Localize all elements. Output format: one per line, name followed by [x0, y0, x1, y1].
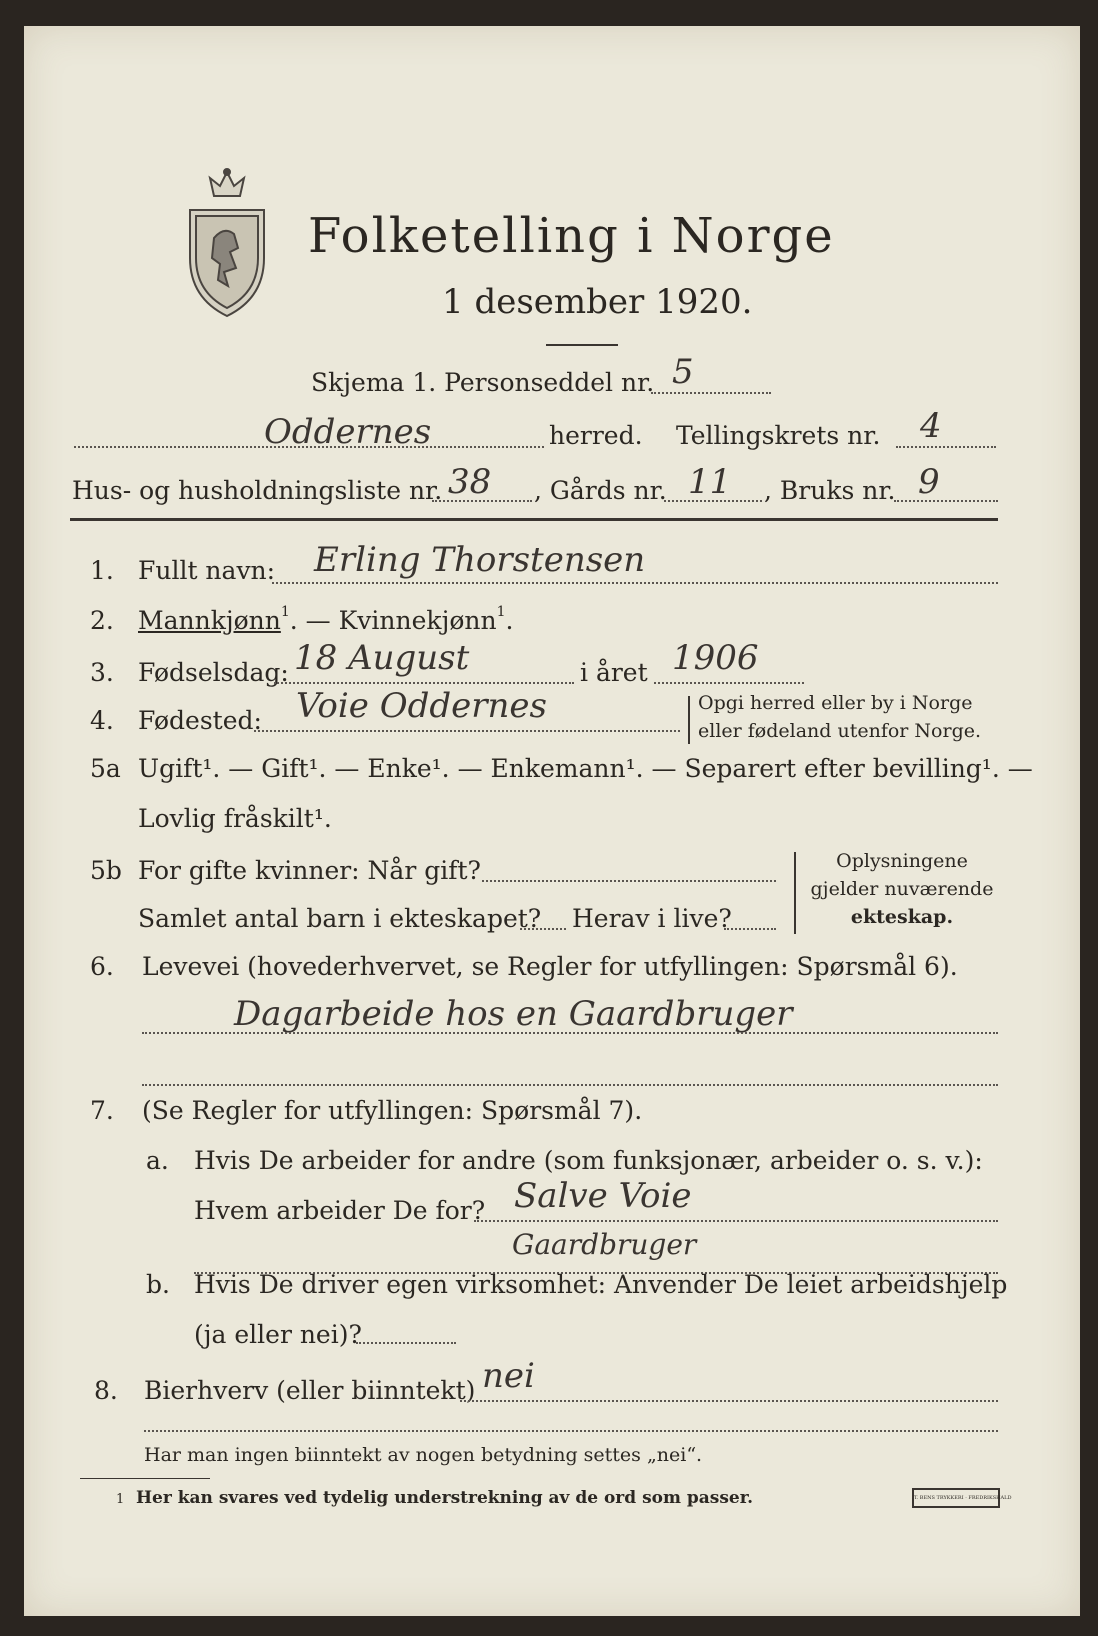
q3-year-line: [654, 682, 804, 684]
q2-number: 2.: [90, 606, 114, 635]
header-rule: [70, 518, 998, 521]
q8-line-1: [460, 1400, 998, 1402]
q5b-brace: [794, 852, 796, 934]
q7a-employer-occupation: Gaardbruger: [512, 1228, 697, 1261]
q6-number: 6.: [90, 952, 114, 981]
q8-value: nei: [482, 1356, 535, 1396]
q7a-letter: a.: [146, 1146, 169, 1175]
census-form: [24, 26, 1080, 1616]
q1-line: [272, 582, 998, 584]
footnote-text: Her kan svares ved tydelig understrekning av de ord som passer.: [136, 1488, 754, 1508]
printer-stamp: T. BENS TRYKKERI · FREDRIKSHALD: [912, 1488, 1000, 1508]
footnote-number: 1: [116, 1492, 125, 1507]
q3-birth-year: 1906: [672, 638, 759, 678]
q4-line: [254, 730, 680, 732]
gards-nr: 11: [688, 462, 732, 502]
q3-date-line: [274, 682, 574, 684]
q5b-number: 5b: [90, 856, 122, 885]
q5a-options: Ugift¹. — Gift¹. — Enke¹. — Enkemann¹. — Separert efter bevilling¹. —: [138, 754, 1033, 783]
q7b-line: [356, 1342, 456, 1344]
q2-kvinnekjonn: — Kvinnekjønn: [297, 606, 497, 635]
q4-note-1: Opgi herred eller by i Norge: [698, 692, 973, 714]
herred-value: Oddernes: [264, 412, 432, 452]
q4-number: 4.: [90, 706, 114, 735]
q7b-question: (ja eller nei)?: [194, 1320, 362, 1349]
bruks-nr: 9: [918, 462, 940, 502]
q2-options: Mannkjønn$^1$. — Kvinnekjønn$^1$.: [138, 604, 514, 635]
q7a-text: Hvis De arbeider for andre (som funksjonær, arbeider o. s. v.):: [194, 1146, 983, 1175]
q6-occupation: Dagarbeide hos en Gaardbruger: [234, 994, 793, 1034]
q5b-when-married: For gifte kvinner: Når gift?: [138, 856, 481, 885]
q5a-option-fraskilt: Lovlig fråskilt¹.: [138, 804, 332, 833]
form-title: Folketelling i Norge: [308, 208, 835, 264]
q7a-employer: Salve Voie: [514, 1176, 692, 1216]
q7-label: (Se Regler for utfyllingen: Spørsmål 7).: [142, 1096, 643, 1125]
skjema-label: Skjema 1. Personseddel nr.: [311, 368, 655, 397]
q4-birthplace: Voie Oddernes: [296, 686, 547, 726]
bruks-label: , Bruks nr.: [764, 476, 896, 505]
q1-number: 1.: [90, 556, 114, 585]
tellingskrets-line: [896, 446, 996, 448]
q3-number: 3.: [90, 658, 114, 687]
q5b-note-1: Oplysningene: [836, 850, 968, 872]
q4-note-2: eller fødeland utenfor Norge.: [698, 720, 982, 742]
q4-brace: [688, 696, 690, 744]
herred-label: herred.: [549, 421, 643, 450]
q8-number: 8.: [94, 1376, 118, 1405]
q5b-alive: Herav i live?: [572, 904, 732, 933]
q8-label: Bierhverv (eller biinntekt): [144, 1376, 476, 1405]
husholdning-nr: 38: [448, 462, 492, 502]
nei-note: Har man ingen biinntekt av nogen betydning settes „nei“.: [144, 1444, 703, 1466]
footnote-rule: [80, 1478, 210, 1479]
q5b-note-3: ekteskap.: [850, 906, 954, 928]
q4-label: Fødested:: [138, 706, 262, 735]
personseddel-line: [651, 392, 771, 394]
q7b-letter: b.: [146, 1270, 170, 1299]
census-date: 1 desember 1920.: [442, 282, 753, 322]
q8-line-2: [144, 1430, 998, 1432]
q1-label: Fullt navn:: [138, 556, 276, 585]
q5b-children-line: [520, 928, 566, 930]
q6-line-1: [142, 1032, 998, 1034]
bruks-line: [894, 500, 998, 502]
q7-number: 7.: [90, 1096, 114, 1125]
q3-year-label: i året: [580, 658, 648, 687]
q7b-text: Hvis De driver egen virksomhet: Anvender De leiet arbeidshjelp: [194, 1270, 1008, 1299]
q5b-note-2: gjelder nuværende: [810, 878, 994, 900]
tellingskrets-label: Tellingskrets nr.: [676, 421, 881, 450]
q6-label: Levevei (hovederhvervet, se Regler for utfyllingen: Spørsmål 6).: [142, 952, 958, 981]
title-divider: [546, 344, 618, 346]
q7a-question: Hvem arbeider De for?: [194, 1196, 486, 1225]
q5b-married-line: [482, 880, 776, 882]
q3-label: Fødselsdag:: [138, 658, 289, 687]
q2-mannkjonn: Mannkjønn: [138, 606, 281, 635]
q3-birthday: 18 August: [294, 638, 470, 678]
coat-of-arms-icon: [184, 168, 270, 320]
husholdning-label: Hus- og husholdningsliste nr.: [72, 476, 443, 505]
q1-full-name: Erling Thorstensen: [314, 540, 646, 580]
personseddel-nr: 5: [672, 352, 694, 392]
q7a-line-1: [474, 1220, 998, 1222]
q5a-number: 5a: [90, 754, 121, 783]
gards-label: , Gårds nr.: [534, 476, 667, 505]
q5b-alive-line: [724, 928, 776, 930]
q6-line-2: [142, 1084, 998, 1086]
tellingskrets-nr: 4: [920, 406, 942, 446]
q5b-children: Samlet antal barn i ekteskapet?: [138, 904, 542, 933]
